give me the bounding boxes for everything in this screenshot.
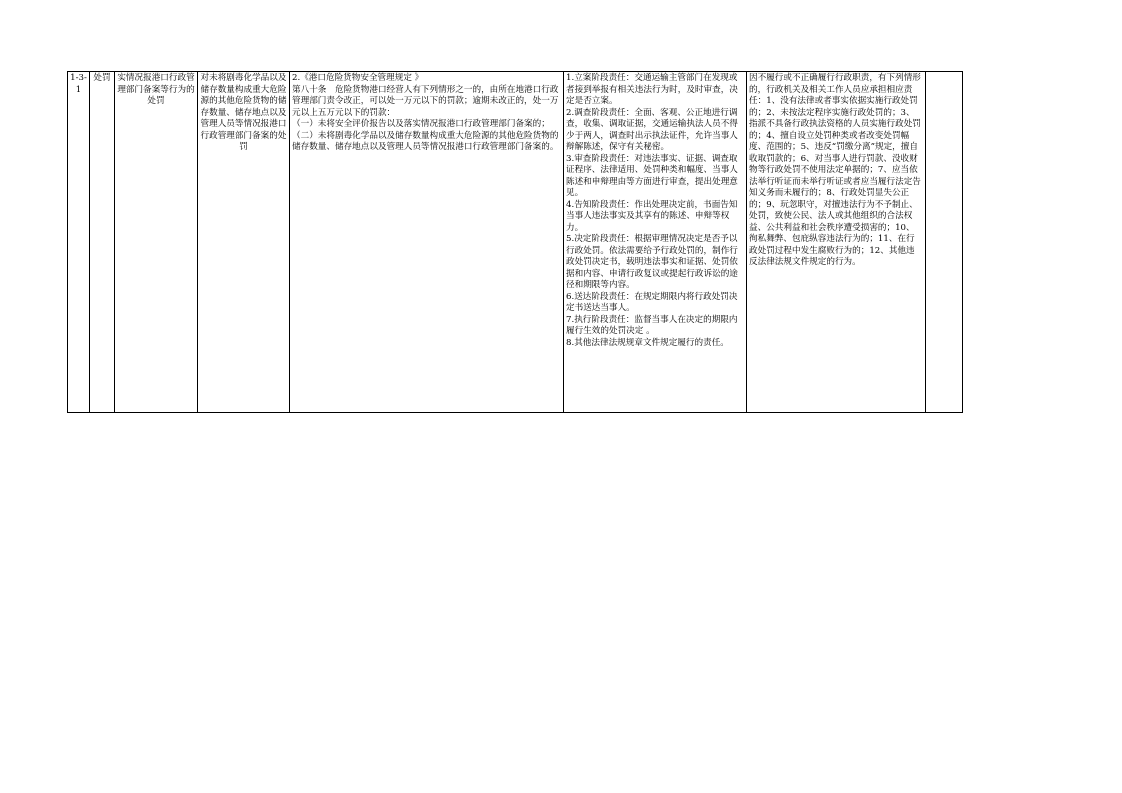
basis-line: （一）未将安全评价报告以及落实情况报港口行政管理部门备案的； <box>292 119 550 129</box>
duty-line: 8.其他法律法规规章文件规定履行的责任。 <box>566 337 729 348</box>
basis-line: 第八十条 危险货物港口经营人有下列情形之一的，由所在地港口行政管理部门责令改正，可以处一万元以下的罚款；逾期未改正的，处一万元以上五万元以下的罚款： <box>292 84 559 118</box>
table-row <box>68 72 963 413</box>
sequence-number-cell: 1-3-1 <box>68 72 90 413</box>
sub-item-cell: 对未将剧毒化学品以及储存数量构成重大危险源的其他危险货物的储存数量、储存地点以及管理人员等情况报港口行政管理部门备案的处罚 <box>198 72 290 413</box>
basis-line: （二）未将剧毒化学品以及储存数量构成重大危险源的其他危险货物的储存数量、储存地点以及管理人员等情况报港口行政管理部门备案的。 <box>292 130 559 152</box>
legal-basis-cell <box>290 72 564 413</box>
duty-line: 3.审查阶段责任：对违法事实、证据、调查取证程序、法律适用、处罚种类和幅度、当事人陈述和申辩理由等方面进行审查，提出处理意见。 <box>566 153 738 198</box>
duty-line: 7.执行阶段责任：监督当事人在决定的期限内履行生效的处罚决定 。 <box>566 314 738 336</box>
accountability-cell: 因不履行或不正确履行行政职责，有下列情形的，行政机关及相关工作人员应承担相应责任：1、没有法律或者事实依据实施行政处罚的；2、未按法定程序实施行政处罚的；3、指派不具备行政执法资格的人员实施行政处罚的；4、擅自设立处罚种类或者改变处罚幅度、范围的；5、违反“罚缴分离”规定，擅自收取罚款的；6、对当事人进行罚款、没收财物等行政处罚不使用法定单据的；7、应当依法举行听证而未举行听证或者应当履行法定告知义务而未履行的；8、行政处罚显失公正的；9、玩忽职守，对擅违法行为不予制止、处罚，致使公民、法人或其他组织的合法权益、公共利益和社会秩序遭受损害的；10、徇私舞弊、包庇纵容违法行为的；11、在行政处罚过程中发生腐败行为的；12、其他违反法律法规文件规定的行为。 <box>747 72 926 413</box>
responsibility-cell <box>564 72 747 413</box>
item-name-cell: 实情况报港口行政管理部门备案等行为的处罚 <box>115 72 198 413</box>
duty-line: 4.告知阶段责任：作出处理决定前，书面告知当事人违法事实及其享有的陈述、申辩等权力。 <box>566 199 738 233</box>
remarks-cell <box>926 72 963 413</box>
basis-line: 2.《港口危险货物安全管理规定 》 <box>292 73 424 83</box>
duty-line: 2.调查阶段责任：全面、客观、公正地进行调查，收集、调取证据，交通运输执法人员不得少于两人，调查时出示执法证件，允许当事人辩解陈述，保守有关秘密。 <box>566 107 738 152</box>
duty-line: 1.立案阶段责任：交通运输主管部门在发现或者接到举报有相关违法行为时，及时审查，决定是否立案。 <box>566 73 738 106</box>
category-cell: 处罚 <box>90 72 115 413</box>
power-list-table <box>67 71 963 413</box>
duty-line: 5.决定阶段责任：根据审理情况决定是否予以行政处罚。依法需要给予行政处罚的，制作行政处罚决定书，载明违法事实和证据、处罚依据和内容、申请行政复议或提起行政诉讼的途径和期限等内容。 <box>566 234 738 290</box>
duty-line: 6.送达阶段责任：在规定期限内将行政处罚决定书送达当事人。 <box>566 291 738 313</box>
